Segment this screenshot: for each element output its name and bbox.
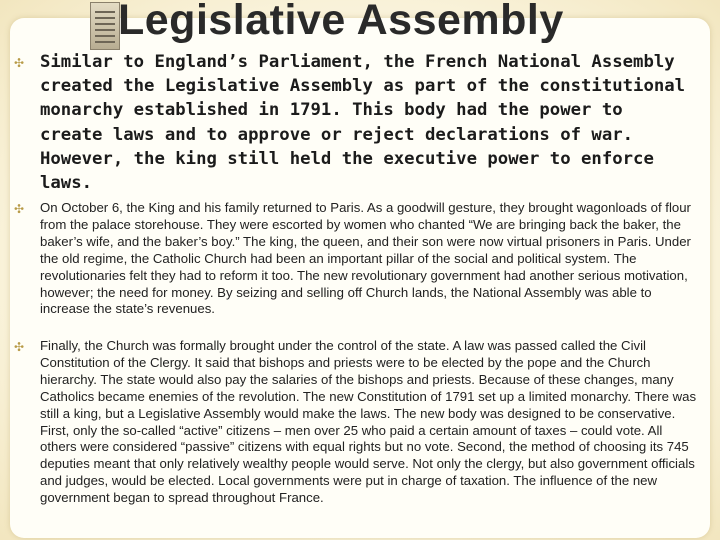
bullet-glyph-icon: ✣: [14, 202, 25, 216]
slide-title: Legislative Assembly: [118, 0, 564, 44]
paragraph-3: Finally, the Church was formally brought under the control of the state. A law was passed called the Civil Constitution of the Clergy. It said that bishops and priests were to be elected by the pope and the Church hierarchy. The state would also pay the salaries of the bishops and priests. Because of these changes, many Catholics became enemies of the revolution. The new Constitution of 1791 set up a limited monarchy. There was still a king, but a Legislative Assembly would make the laws. The new body was designed to be conservative. First, only the so-called “active” citizens – men over 25 who paid a certain amount of taxes – could vote. All others were considered “passive” citizens with equal rights but no vote. Second, the method of choosing its 745 deputies meant that only relatively wealthy people would serve. Not only the clergy, but also government officials and judges, would be elected. Local governments were put in charge of taxation. The influence of the new government began to spread throughout France.: [40, 338, 697, 506]
constitution-document-icon: [90, 2, 120, 50]
bullet-glyph-icon: ✣: [14, 56, 25, 70]
paragraph-1: Similar to England’s Parliament, the French National Assembly created the Legislative Assembly as part of the constitutional monarchy established in 1791. This body had the power to create laws and to approve or reject declarations of war. However, the king still held the executive power to enforce laws.: [40, 52, 686, 194]
paragraph-2: On October 6, the King and his family returned to Paris. As a goodwill gesture, they brought wagonloads of flour from the palace storehouse. They were escorted by women who chanted “We are bringing back the baker, the baker’s wife, and the baker’s boy.” The king, the queen, and their son were now virtual prisoners in Paris. Under the old regime, the Catholic Church had been an important pillar of the social and political system. The revolutionaries felt they had to reform it too. The new revolutionary government had another serious motivation, however; the need for money. By seizing and selling off Church lands, the National Assembly was able to increase the state’s revenues.: [40, 200, 691, 317]
bullet-glyph-icon: ✣: [14, 340, 25, 354]
